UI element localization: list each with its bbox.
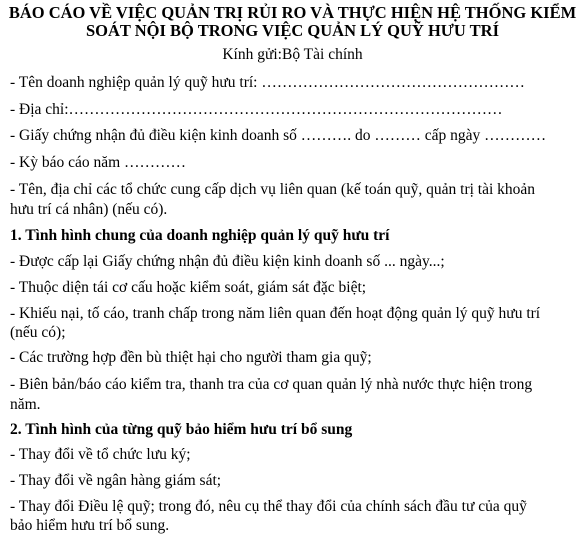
address-field: - Địa chỉ:………………………………………………………………………… — [10, 101, 503, 118]
certificate-field: - Giấy chứng nhận đủ điều kiện kinh doanh số ………. do ……… cấp ngày ………… — [10, 127, 547, 144]
report-title-line-2: SOÁT NỘI BỘ TRONG VIỆC QUẢN LÝ QUỸ HƯU TRÍ — [85, 21, 500, 40]
report-period-field: - Kỳ báo cáo năm ………… — [10, 154, 187, 171]
section-1-item-2: - Thuộc diện tái cơ cấu hoặc kiểm soát, giám sát đặc biệt; — [10, 279, 367, 296]
section-2-item-3-line-2: bảo hiểm hưu trí bổ sung. — [10, 517, 170, 534]
section-2-heading: 2. Tình hình của từng quỹ bảo hiểm hưu trí bổ sung — [10, 421, 353, 438]
section-2-item-1: - Thay đổi về tổ chức lưu ký; — [10, 446, 191, 463]
section-1-item-5-line-1: - Biên bản/báo cáo kiểm tra, thanh tra của cơ quan quản lý nhà nước thực hiện trong — [10, 376, 533, 393]
section-1-item-4: - Các trường hợp đền bù thiệt hại cho người tham gia quỹ; — [10, 349, 372, 366]
section-1-item-1: - Được cấp lại Giấy chứng nhận đủ điều kiện kinh doanh số ... ngày...; — [10, 253, 445, 270]
section-1-item-3-line-2: (nếu có); — [10, 324, 66, 341]
section-1-heading: 1. Tình hình chung của doanh nghiệp quản lý quỹ hưu trí — [10, 227, 390, 244]
service-providers-line-1: - Tên, địa chỉ các tổ chức cung cấp dịch vụ liên quan (kế toán quỹ, quản trị tài khoản — [10, 181, 536, 198]
section-1-item-3-line-1: - Khiếu nại, tố cáo, tranh chấp trong năm liên quan đến hoạt động quản lý quỹ hưu trí — [10, 305, 541, 322]
section-1-item-5-line-2: năm. — [10, 396, 41, 413]
service-providers-line-2: hưu trí cá nhân) (nếu có). — [10, 201, 168, 218]
company-name-field: - Tên doanh nghiệp quản lý quỹ hưu trí: …………………………………………… — [10, 74, 525, 91]
section-2-item-2: - Thay đổi về ngân hàng giám sát; — [10, 472, 222, 489]
report-title-line-1: BÁO CÁO VỀ VIỆC QUẢN TRỊ RỦI RO VÀ THỰC HIỆN HỆ THỐNG KIỂM — [8, 3, 577, 22]
recipient-line: Kính gửi:Bộ Tài chính — [222, 46, 363, 63]
section-2-item-3-line-1: - Thay đổi Điều lệ quỹ; trong đó, nêu cụ thể thay đổi của chính sách đầu tư của quỹ — [10, 498, 527, 515]
